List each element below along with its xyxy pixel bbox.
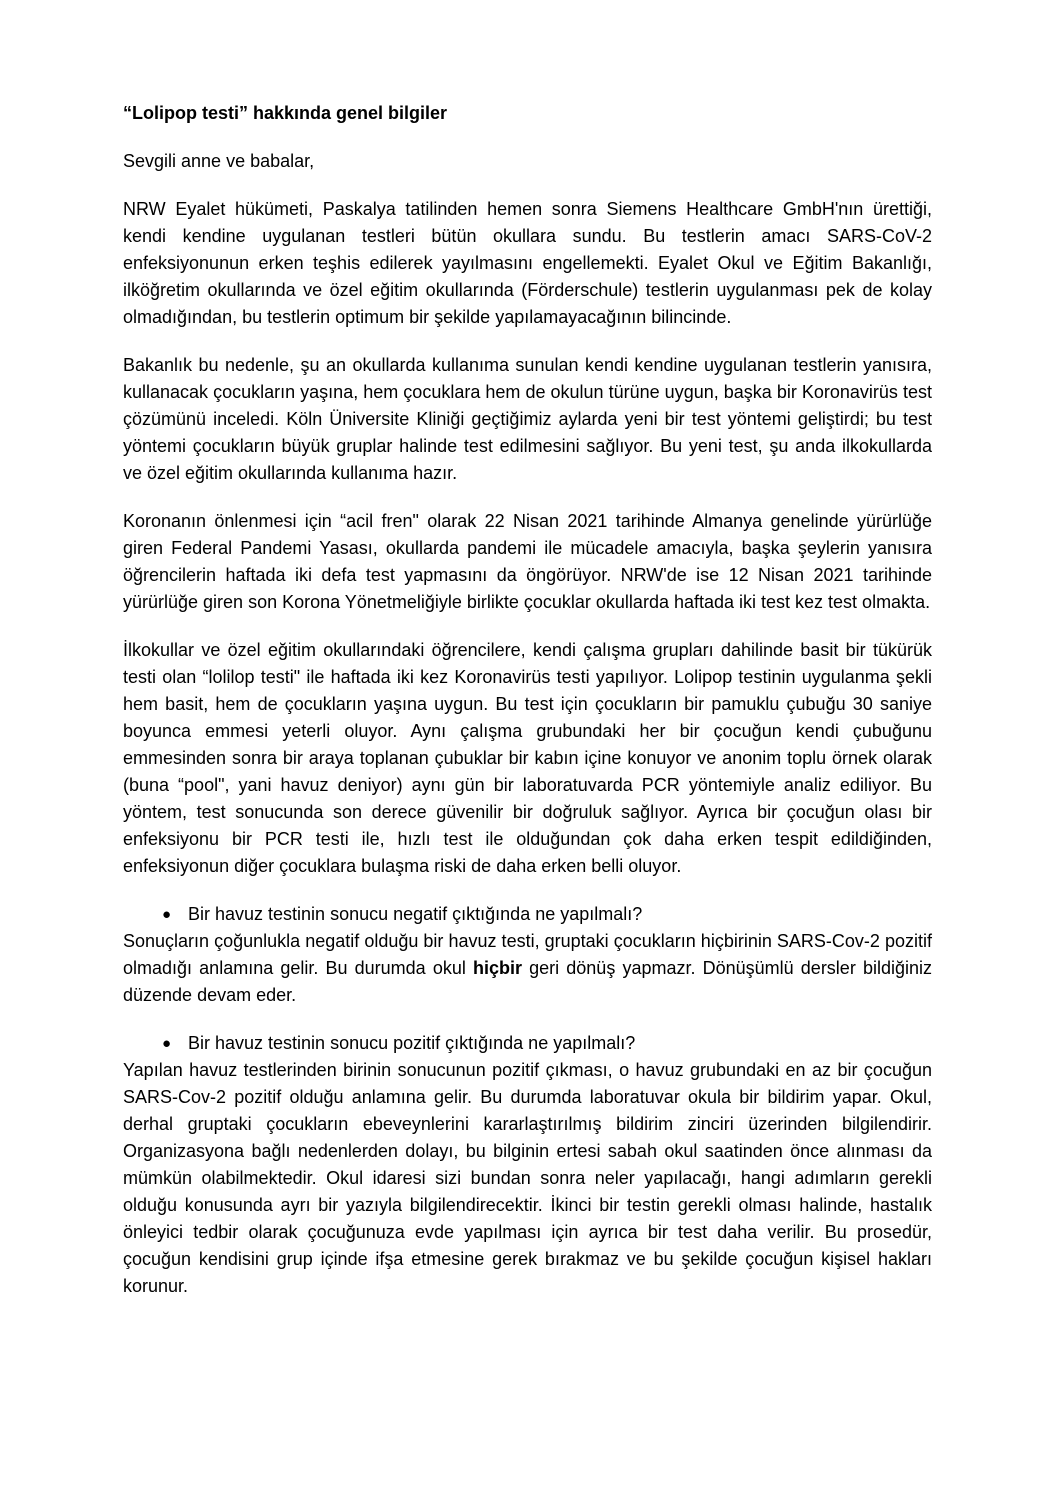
bullet-icon: ● xyxy=(162,1035,172,1052)
paragraph-intro: NRW Eyalet hükümeti, Paskalya tatilinden hemen sonra Siemens Healthcare GmbH'nın ürettiği, kendi kendine uygulanan testleri bütün okullara sundu. Bu testlerin amacı SARS-CoV-2 enfeksiyonunun erken teşhis edilerek yayılmasını engellemekti. Eyalet Okul ve Eğitim Bakanlığı, ilköğretim okullarında ve özel eğitim okullarında (Förderschule) testlerin uygulanması pek de kolay olmadığından, bu testlerin optimum bir şekilde yapılamayacağının bilincinde. xyxy=(123,199,932,327)
bullet-item-positive xyxy=(123,1030,932,1057)
bullet-body-positive: Yapılan havuz testlerinden birinin sonucunun pozitif çıkması, o havuz grubundaki en az bir çocuğun SARS-Cov-2 pozitif olduğu anlamına gelir. Bu durumda laboratuvar okula bir bildirim yapar. Okul, derhal gruptaki çocukların ebeveynlerini kararlaştırılmış bildirim zinciri üzerinden bilgilendirir. Organizasyona bağlı nedenlerden dolayı, bu bilginin ertesi sabah okul saatinden önce alınması da mümkün olabilmektedir. Okul idaresi sizi bundan sonra neler yapılacağı, hangi adımların gerekli olduğu konusunda ayrı bir yazıyla bilgilendirecektir. İkinci bir testin gerekli olması halinde, hastalık önleyici tedbir olarak çocuğunuza evde yapılması için ayrıca bir test daha verilir. Bu prosedür, çocuğun kendisini grup içinde ifşa etmesine gerek bırakmaz ve bu şekilde çocuğun kişisel hakları korunur. xyxy=(123,1060,932,1296)
bullet-body-negative-text-after: geri dönüş yapmazr. Dönüşümlü dersler bildiğiniz düzende devam eder. xyxy=(123,958,932,1005)
bold-emphasis: hiçbir xyxy=(472,958,522,978)
paragraph-lollipop-method: İlkokullar ve özel eğitim okullarındaki öğrencilere, kendi çalışma grupları dahilinde basit bir tükürük testi olan “lolilop testi" ile haftada iki kez Koronavirüs testi yapılıyor. Lolipop testinin uygulanma şekli hem basit, hem de çocukların yaşına uygun. Bu test için çocukların bir pamuklu çubuğu 30 saniye boyunca emmesi yeterli oluyor. Aynı çalışma grubundaki her bir çocuğun kendi çubuğunu emmesinden sonra bir araya toplanan çubuklar bir kabın içine konuyor ve anonim toplu örnek olarak (buna “pool", yani havuz deniyor) aynı gün bir laboratuvarda PCR yöntemiyle analiz ediliyor. Bu yöntem, test sonucunda son derece güvenilir bir doğruluk sağlıyor. Ayrıca bir çocuğun olası bir enfeksiyonu bir PCR testi ile, hızlı test ile olduğundan çok daha erken tespit edildiğinden, enfeksiyonun diğer çocuklara bulaşma riski de daha erken belli oluyor. xyxy=(123,640,932,876)
salutation: Sevgili anne ve babalar, xyxy=(123,151,315,171)
bullet-body-negative xyxy=(123,928,932,1009)
document-title: “Lolipop testi” hakkında genel bilgiler xyxy=(123,103,448,123)
bullet-heading-positive: Bir havuz testinin sonucu pozitif çıktığında ne yapılmalı? xyxy=(188,1033,636,1053)
bullet-body-negative-text-before: Sonuçların çoğunlukla negatif olduğu bir havuz testi, gruptaki çocukların hiçbirinin SARS-Cov-2 pozitif olmadığı anlamına gelir. Bu durumda okul xyxy=(123,931,932,978)
bullet-icon: ● xyxy=(162,906,172,923)
paragraph-ministry: Bakanlık bu nedenle, şu an okullarda kullanıma sunulan kendi kendine uygulanan testlerin yanısıra, kullanacak çocukların yaşına, hem çocuklara hem de okulun türüne uygun, başka bir Koronavirüs test çözümünü inceledi. Köln Üniversite Kliniği geçtiğimiz aylarda yeni bir test yöntemi geliştirdi; bu test yöntemi çocukların büyük gruplar halinde test edilmesini sağlıyor. Bu yeni test, şu anda ilkokullarda ve özel eğitim okullarında kullanıma hazır. xyxy=(123,355,932,483)
bullet-heading-negative: Bir havuz testinin sonucu negatif çıktığında ne yapılmalı? xyxy=(188,904,643,924)
bullet-item-negative xyxy=(123,901,932,928)
paragraph-pandemic-law: Koronanın önlenmesi için “acil fren" olarak 22 Nisan 2021 tarihinde Almanya genelinde yürürlüğe giren Federal Pandemi Yasası, okullarda pandemi ile mücadele amacıyla, başka şeylerin yanısıra öğrencilerin haftada iki defa test yapmasını da öngörüyor. NRW'de ise 12 Nisan 2021 tarihinde yürürlüğe giren son Korona Yönetmeliğiyle birlikte çocuklar okullarda haftada iki test kez test olmakta. xyxy=(123,511,932,612)
